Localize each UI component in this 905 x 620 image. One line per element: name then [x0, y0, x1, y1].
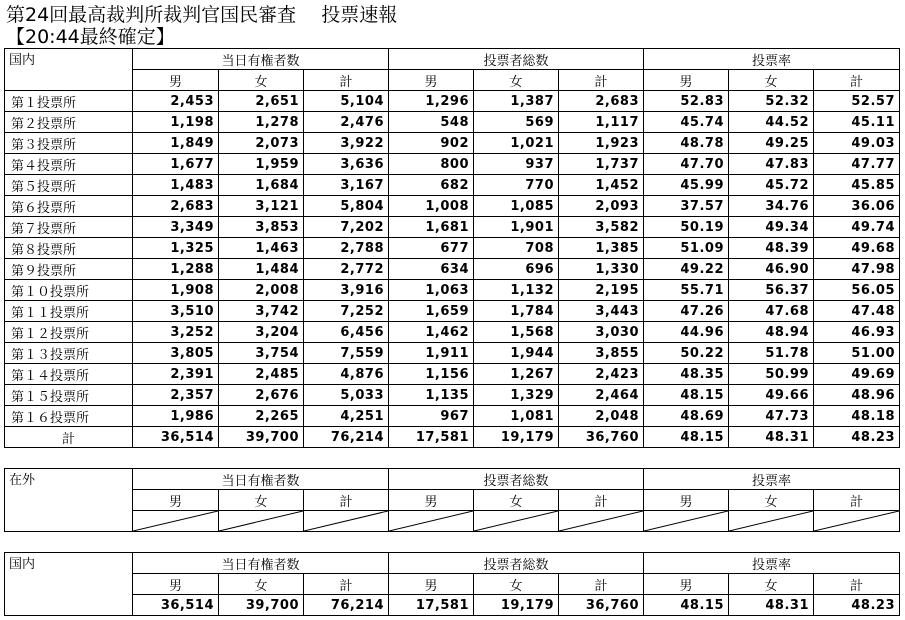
polling-station-name: 第１２投票所 — [5, 322, 133, 343]
cell: 1,681 — [389, 217, 474, 238]
cell: 36,760 — [559, 595, 644, 616]
cell: 1,330 — [559, 259, 644, 280]
polling-station-name: 第１１投票所 — [5, 301, 133, 322]
male-header: 男 — [389, 574, 474, 595]
polling-station-name: 第１３投票所 — [5, 343, 133, 364]
cell: 7,559 — [304, 343, 389, 364]
cell: 2,788 — [304, 238, 389, 259]
diagonal-slash — [644, 511, 728, 531]
eligible-voters-header: 当日有権者数 — [133, 49, 389, 70]
cell: 548 — [389, 112, 474, 133]
cell: 47.83 — [729, 154, 814, 175]
cell: 770 — [474, 175, 559, 196]
cell: 3,922 — [304, 133, 389, 154]
cell: 46.90 — [729, 259, 814, 280]
cell: 6,456 — [304, 322, 389, 343]
cell: 45.72 — [729, 175, 814, 196]
subheader-row — [5, 70, 900, 91]
cell: 1,959 — [219, 154, 304, 175]
female-header: 女 — [219, 490, 304, 511]
cell: 36,514 — [133, 427, 219, 448]
cell: 1,021 — [474, 133, 559, 154]
cell: 19,179 — [474, 427, 559, 448]
table-row — [5, 217, 900, 238]
diagonal-slash — [389, 511, 473, 531]
cell: 2,265 — [219, 406, 304, 427]
overseas-table — [4, 468, 900, 532]
cell: 56.37 — [729, 280, 814, 301]
empty-cell — [304, 511, 389, 532]
cell: 4,251 — [304, 406, 389, 427]
male-header: 男 — [133, 490, 219, 511]
cell: 1,677 — [133, 154, 219, 175]
cell: 48.78 — [644, 133, 729, 154]
cell: 3,443 — [559, 301, 644, 322]
cell: 3,349 — [133, 217, 219, 238]
cell: 3,030 — [559, 322, 644, 343]
cell: 1,986 — [133, 406, 219, 427]
eligible-voters-header: 当日有権者数 — [133, 553, 389, 574]
cell: 2,008 — [219, 280, 304, 301]
cell: 2,676 — [219, 385, 304, 406]
cell: 5,804 — [304, 196, 389, 217]
cell: 2,423 — [559, 364, 644, 385]
total-row-label: 計 — [5, 427, 133, 448]
cell: 1,483 — [133, 175, 219, 196]
cell: 3,805 — [133, 343, 219, 364]
table-row — [5, 238, 900, 259]
cell: 1,452 — [559, 175, 644, 196]
turnout-header: 投票率 — [644, 553, 900, 574]
polling-station-name: 第１投票所 — [5, 91, 133, 112]
polling-station-name: 第１４投票所 — [5, 364, 133, 385]
cell: 1,737 — [559, 154, 644, 175]
cell: 682 — [389, 175, 474, 196]
polling-station-name: 第３投票所 — [5, 133, 133, 154]
table-row — [5, 259, 900, 280]
table-row — [5, 343, 900, 364]
female-header: 女 — [474, 574, 559, 595]
total-header: 計 — [559, 70, 644, 91]
cell: 3,636 — [304, 154, 389, 175]
cell: 2,048 — [559, 406, 644, 427]
cell: 3,204 — [219, 322, 304, 343]
cell: 51.09 — [644, 238, 729, 259]
cell: 1,296 — [389, 91, 474, 112]
cell: 2,073 — [219, 133, 304, 154]
summary-label: 国内 — [5, 553, 133, 616]
cell: 19,179 — [474, 595, 559, 616]
male-header: 男 — [133, 574, 219, 595]
cell: 1,923 — [559, 133, 644, 154]
cell: 696 — [474, 259, 559, 280]
cell: 1,063 — [389, 280, 474, 301]
female-header: 女 — [474, 70, 559, 91]
cell: 2,772 — [304, 259, 389, 280]
table-row — [5, 175, 900, 196]
total-header: 計 — [304, 574, 389, 595]
table-row — [5, 133, 900, 154]
cell: 49.74 — [814, 217, 900, 238]
diagonal-slash — [304, 511, 388, 531]
table-row — [5, 322, 900, 343]
turnout-header: 投票率 — [644, 49, 900, 70]
turnout-header: 投票率 — [644, 469, 900, 490]
cell: 44.96 — [644, 322, 729, 343]
total-header: 計 — [559, 574, 644, 595]
cell: 1,484 — [219, 259, 304, 280]
cell: 2,651 — [219, 91, 304, 112]
cell: 17,581 — [389, 427, 474, 448]
cell: 2,453 — [133, 91, 219, 112]
cell: 1,908 — [133, 280, 219, 301]
cell: 52.83 — [644, 91, 729, 112]
cell: 49.66 — [729, 385, 814, 406]
empty-cell — [644, 511, 729, 532]
cell: 47.68 — [729, 301, 814, 322]
cell: 1,463 — [219, 238, 304, 259]
cell: 1,849 — [133, 133, 219, 154]
cell: 1,008 — [389, 196, 474, 217]
total-row — [5, 427, 900, 448]
empty-cell — [219, 511, 304, 532]
total-voters-header: 投票者総数 — [389, 49, 644, 70]
cell: 3,252 — [133, 322, 219, 343]
total-voters-header: 投票者総数 — [389, 469, 644, 490]
cell: 2,476 — [304, 112, 389, 133]
empty-cell — [133, 511, 219, 532]
table-row — [5, 406, 900, 427]
cell: 48.23 — [814, 427, 900, 448]
cell: 48.35 — [644, 364, 729, 385]
cell: 45.74 — [644, 112, 729, 133]
cell: 1,085 — [474, 196, 559, 217]
cell: 937 — [474, 154, 559, 175]
diagonal-slash — [219, 511, 303, 531]
cell: 1,288 — [133, 259, 219, 280]
polling-station-name: 第７投票所 — [5, 217, 133, 238]
cell: 634 — [389, 259, 474, 280]
cell: 5,033 — [304, 385, 389, 406]
cell: 49.22 — [644, 259, 729, 280]
table-row — [5, 196, 900, 217]
male-header: 男 — [389, 70, 474, 91]
cell: 1,278 — [219, 112, 304, 133]
cell: 2,391 — [133, 364, 219, 385]
cell: 45.85 — [814, 175, 900, 196]
cell: 3,121 — [219, 196, 304, 217]
cell: 1,198 — [133, 112, 219, 133]
diagonal-slash — [474, 511, 558, 531]
cell: 49.03 — [814, 133, 900, 154]
cell: 902 — [389, 133, 474, 154]
page-title: 第24回最高裁判所裁判官国民審査 投票速報 — [6, 4, 398, 26]
polling-station-name: 第９投票所 — [5, 259, 133, 280]
cell: 44.52 — [729, 112, 814, 133]
male-header: 男 — [133, 70, 219, 91]
cell: 36.06 — [814, 196, 900, 217]
cell: 2,683 — [133, 196, 219, 217]
polling-station-name: 第１０投票所 — [5, 280, 133, 301]
cell: 76,214 — [304, 427, 389, 448]
polling-station-name: 第１６投票所 — [5, 406, 133, 427]
cell: 51.00 — [814, 343, 900, 364]
table-row — [5, 364, 900, 385]
cell: 48.96 — [814, 385, 900, 406]
table-row — [5, 112, 900, 133]
cell: 50.22 — [644, 343, 729, 364]
cell: 1,784 — [474, 301, 559, 322]
cell: 45.99 — [644, 175, 729, 196]
cell: 1,117 — [559, 112, 644, 133]
table-row — [5, 385, 900, 406]
diagonal-slash — [133, 511, 218, 531]
cell: 2,093 — [559, 196, 644, 217]
female-header: 女 — [219, 574, 304, 595]
diagonal-slash — [814, 511, 899, 531]
cell: 3,167 — [304, 175, 389, 196]
female-header: 女 — [219, 70, 304, 91]
cell: 48.31 — [729, 427, 814, 448]
cell: 677 — [389, 238, 474, 259]
cell: 48.31 — [729, 595, 814, 616]
cell: 48.15 — [644, 385, 729, 406]
male-header: 男 — [389, 490, 474, 511]
cell: 967 — [389, 406, 474, 427]
total-header: 計 — [814, 574, 900, 595]
cell: 48.15 — [644, 595, 729, 616]
polling-station-name: 第６投票所 — [5, 196, 133, 217]
cell: 1,156 — [389, 364, 474, 385]
cell: 2,683 — [559, 91, 644, 112]
cell: 76,214 — [304, 595, 389, 616]
polling-station-name: 第５投票所 — [5, 175, 133, 196]
table-row — [5, 154, 900, 175]
cell: 1,684 — [219, 175, 304, 196]
cell: 1,387 — [474, 91, 559, 112]
cell: 49.69 — [814, 364, 900, 385]
cell: 36,514 — [133, 595, 219, 616]
cell: 7,252 — [304, 301, 389, 322]
cell: 47.73 — [729, 406, 814, 427]
cell: 56.05 — [814, 280, 900, 301]
cell: 2,195 — [559, 280, 644, 301]
cell: 2,357 — [133, 385, 219, 406]
cell: 1,911 — [389, 343, 474, 364]
diagonal-slash — [729, 511, 813, 531]
diagonal-slash — [559, 511, 643, 531]
cell: 17,581 — [389, 595, 474, 616]
cell: 49.34 — [729, 217, 814, 238]
empty-cell — [389, 511, 474, 532]
cell: 37.57 — [644, 196, 729, 217]
male-header: 男 — [644, 490, 729, 511]
cell: 1,462 — [389, 322, 474, 343]
cell: 1,329 — [474, 385, 559, 406]
cell: 1,135 — [389, 385, 474, 406]
cell: 1,385 — [559, 238, 644, 259]
cell: 3,853 — [219, 217, 304, 238]
cell: 48.69 — [644, 406, 729, 427]
overseas-empty-row — [5, 511, 900, 532]
cell: 7,202 — [304, 217, 389, 238]
cell: 45.11 — [814, 112, 900, 133]
cell: 3,916 — [304, 280, 389, 301]
cell: 48.15 — [644, 427, 729, 448]
cell: 800 — [389, 154, 474, 175]
table-row — [5, 280, 900, 301]
total-header: 計 — [814, 70, 900, 91]
total-header: 計 — [814, 490, 900, 511]
male-header: 男 — [644, 574, 729, 595]
cell: 47.26 — [644, 301, 729, 322]
cell: 3,754 — [219, 343, 304, 364]
domestic-table — [4, 48, 900, 448]
cell: 49.25 — [729, 133, 814, 154]
cell: 3,582 — [559, 217, 644, 238]
male-header: 男 — [644, 70, 729, 91]
summary-values-row — [5, 595, 900, 616]
polling-station-name: 第２投票所 — [5, 112, 133, 133]
update-status: 【20:44最終確定】 — [6, 26, 175, 48]
cell: 47.70 — [644, 154, 729, 175]
cell: 5,104 — [304, 91, 389, 112]
cell: 569 — [474, 112, 559, 133]
cell: 3,510 — [133, 301, 219, 322]
cell: 3,855 — [559, 343, 644, 364]
female-header: 女 — [729, 490, 814, 511]
polling-station-name: 第１５投票所 — [5, 385, 133, 406]
cell: 49.68 — [814, 238, 900, 259]
table-row — [5, 301, 900, 322]
cell: 48.23 — [814, 595, 900, 616]
cell: 2,485 — [219, 364, 304, 385]
female-header: 女 — [729, 70, 814, 91]
cell: 1,325 — [133, 238, 219, 259]
overseas-label: 在外 — [5, 469, 133, 532]
empty-cell — [474, 511, 559, 532]
polling-station-name: 第４投票所 — [5, 154, 133, 175]
cell: 47.98 — [814, 259, 900, 280]
female-header: 女 — [729, 574, 814, 595]
cell: 51.78 — [729, 343, 814, 364]
cell: 48.39 — [729, 238, 814, 259]
cell: 1,267 — [474, 364, 559, 385]
cell: 34.76 — [729, 196, 814, 217]
cell: 55.71 — [644, 280, 729, 301]
cell: 1,568 — [474, 322, 559, 343]
polling-station-name: 第８投票所 — [5, 238, 133, 259]
summary-table — [4, 552, 900, 616]
cell: 50.99 — [729, 364, 814, 385]
domestic-label: 国内 — [5, 49, 133, 91]
cell: 1,944 — [474, 343, 559, 364]
cell: 4,876 — [304, 364, 389, 385]
empty-cell — [729, 511, 814, 532]
cell: 1,901 — [474, 217, 559, 238]
cell: 36,760 — [559, 427, 644, 448]
cell: 39,700 — [219, 427, 304, 448]
cell: 1,081 — [474, 406, 559, 427]
cell: 48.94 — [729, 322, 814, 343]
total-header: 計 — [559, 490, 644, 511]
cell: 1,659 — [389, 301, 474, 322]
empty-cell — [559, 511, 644, 532]
cell: 39,700 — [219, 595, 304, 616]
cell: 47.77 — [814, 154, 900, 175]
cell: 52.57 — [814, 91, 900, 112]
cell: 708 — [474, 238, 559, 259]
eligible-voters-header: 当日有権者数 — [133, 469, 389, 490]
cell: 50.19 — [644, 217, 729, 238]
cell: 47.48 — [814, 301, 900, 322]
total-header: 計 — [304, 70, 389, 91]
total-header: 計 — [304, 490, 389, 511]
female-header: 女 — [474, 490, 559, 511]
cell: 48.18 — [814, 406, 900, 427]
cell: 3,742 — [219, 301, 304, 322]
cell: 2,464 — [559, 385, 644, 406]
cell: 52.32 — [729, 91, 814, 112]
total-voters-header: 投票者総数 — [389, 553, 644, 574]
table-row — [5, 91, 900, 112]
cell: 1,132 — [474, 280, 559, 301]
empty-cell — [814, 511, 900, 532]
cell: 46.93 — [814, 322, 900, 343]
